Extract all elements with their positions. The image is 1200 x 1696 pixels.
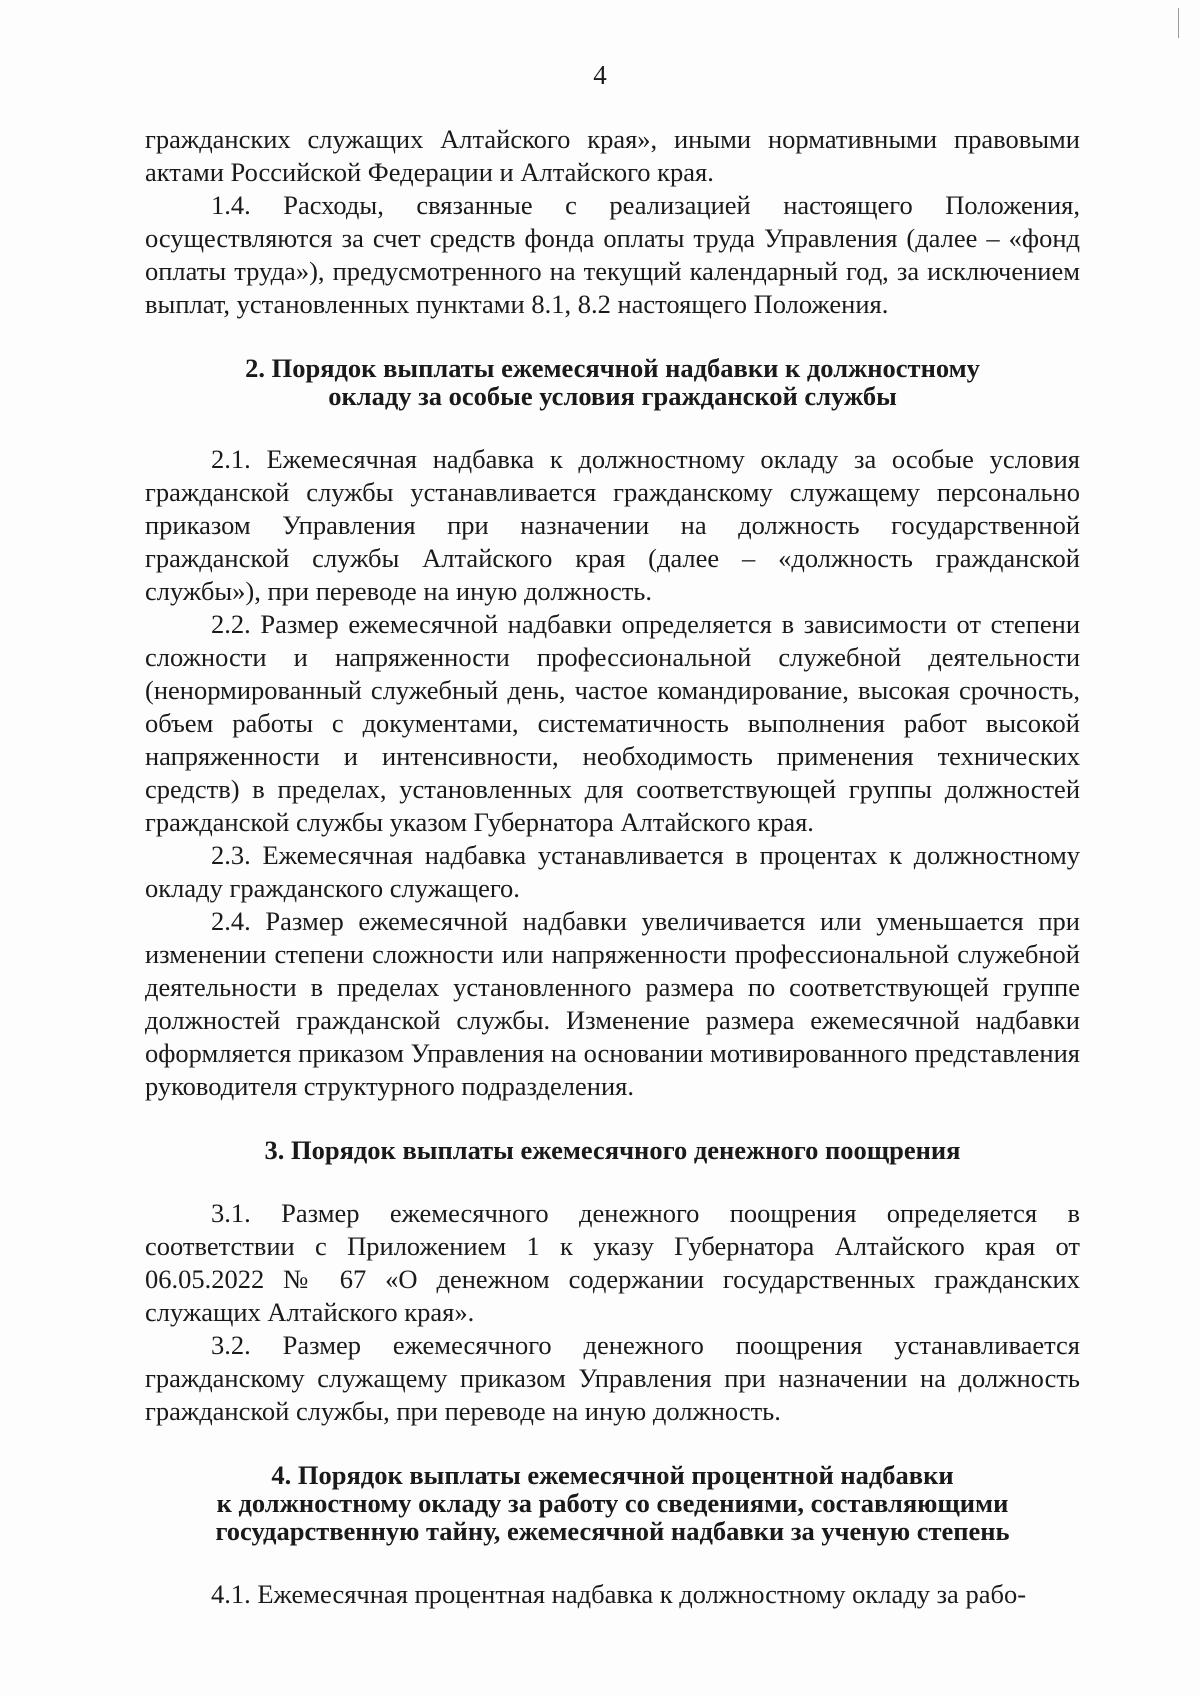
section-heading-2 (145, 354, 1080, 410)
paragraph-1-4: 1.4. Расходы, связанные с реализацией настоящего Положения, осуществляются за счет средств фонда оплаты труда Управления (далее – «фонд оплаты труда»), предусмотренного на текущий календарный год, за исключением выплат, установленных пунктами 8.1, 8.2 настоящего Положения. (145, 190, 1080, 319)
scan-edge-mark (1178, 8, 1179, 38)
section-heading-4 (145, 1461, 1080, 1545)
page-number: 4 (593, 60, 607, 90)
heading-line: к должностному окладу за работу со сведениями, составляющими (216, 1488, 1009, 1518)
paragraph-4-1: 4.1. Ежемесячная процентная надбавка к должностному окладу за рабо- (211, 1579, 1027, 1609)
heading-line: 4. Порядок выплаты ежемесячной процентной надбавки (271, 1460, 954, 1490)
heading-line: окладу за особые условия гражданской службы (328, 381, 897, 411)
paragraph-3-2: 3.2. Размер ежемесячного денежного поощрения устанавливается гражданскому служащему приказом Управления при назначении на должность гражданской службы, при переводе на иную должность. (145, 1330, 1080, 1426)
heading-line: 2. Порядок выплаты ежемесячной надбавки к должностному (245, 353, 980, 383)
heading-line: государственную тайну, ежемесячной надбавки за ученую степень (215, 1516, 1010, 1546)
paragraph-2-3: 2.3. Ежемесячная надбавка устанавливается в процентах к должностному окладу гражданского служащего. (145, 840, 1080, 903)
paragraph-intro-continuation: гражданских служащих Алтайского края», иными нормативными правовыми актами Российской Федерации и Алтайского края. (145, 124, 1080, 187)
paragraph-2-2: 2.2. Размер ежемесячной надбавки определяется в зависимости от степени сложности и напряженности профессиональной служебной деятельности (ненормированный служебный день, частое командирование, высокая срочность, объем работы с документами, систематичность выполнения работ высокой напряженности и интенсивности, необходимость применения технических средств) в пределах, установленных для соответствующей группы должностей гражданской службы указом Губернатора Алтайского края. (145, 609, 1080, 837)
paragraph-2-1: 2.1. Ежемесячная надбавка к должностному окладу за особые условия гражданской службы устанавливается гражданскому служащему персонально приказом Управления при назначении на должность государственной гражданской службы Алтайского края (далее – «должность гражданской службы»), при переводе на иную должность. (145, 444, 1080, 606)
section-heading-3 (145, 1136, 1080, 1164)
document-body (145, 123, 1080, 1611)
heading-line: 3. Порядок выплаты ежемесячного денежного поощрения (264, 1135, 961, 1165)
paragraph-2-4: 2.4. Размер ежемесячной надбавки увеличивается или уменьшается при изменении степени сложности или напряженности профессиональной служебной деятельности в пределах установленного размера по соответствующей группе должностей гражданской службы. Изменение размера ежемесячной надбавки оформляется приказом Управления на основании мотивированного представления руководителя структурного подразделения. (145, 906, 1080, 1101)
paragraph-3-1: 3.1. Размер ежемесячного денежного поощрения определяется в соответствии с Приложением 1 к указу Губернатора Алтайского края от 06.05.2022 № 67 «О денежном содержании государственных гражданских служащих Алтайского края». (145, 1198, 1080, 1327)
